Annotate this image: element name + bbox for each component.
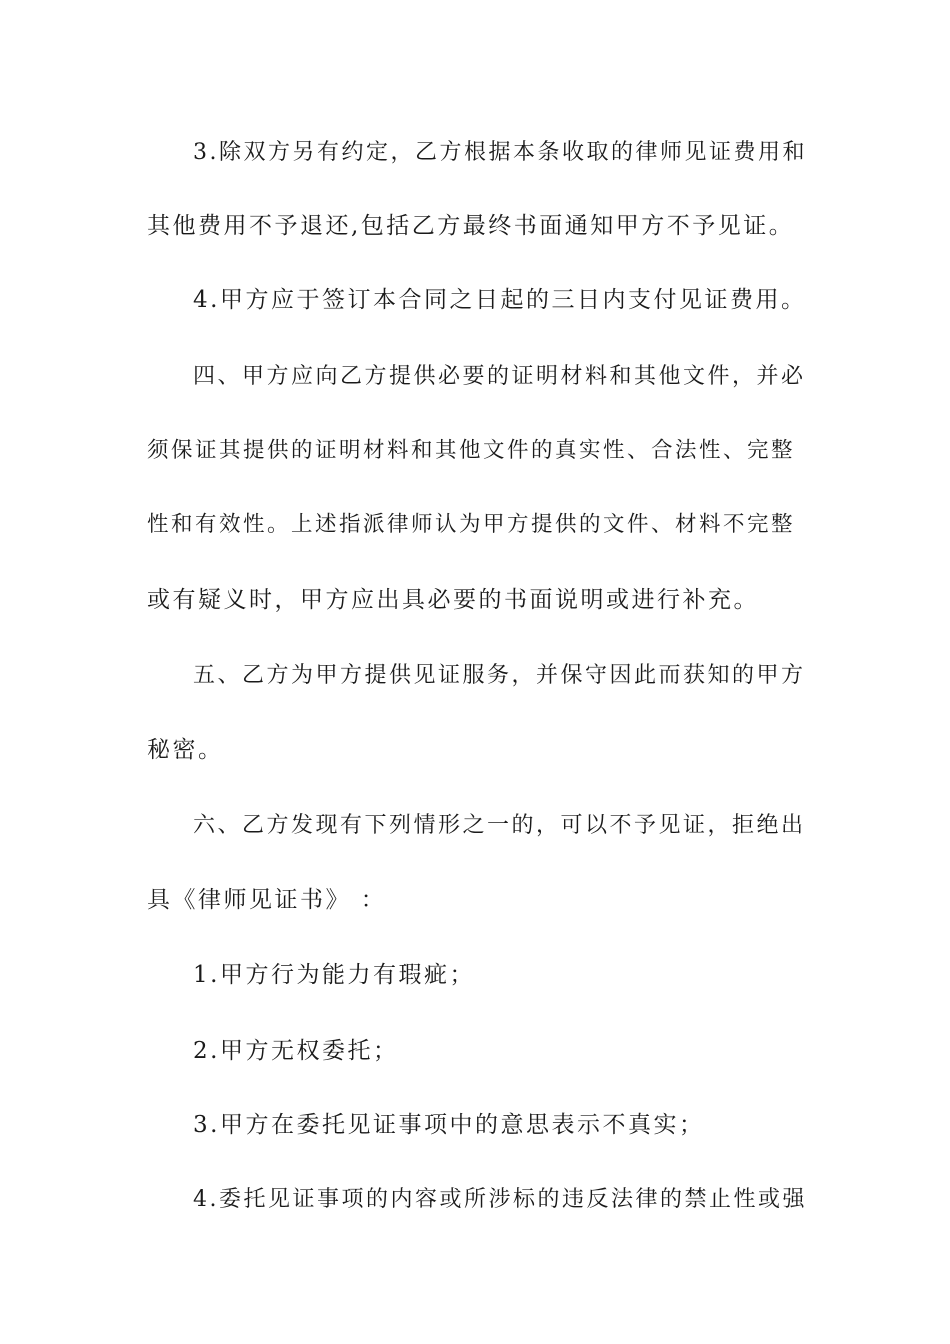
paragraph-line: 3.除双方另有约定，乙方根据本条收取的律师见证费用和 — [193, 140, 807, 165]
paragraph-line: 秘密。 — [147, 737, 224, 763]
paragraph-line: 六、乙方发现有下列情形之一的，可以不予见证，拒绝出 — [193, 813, 806, 838]
paragraph-line: 4.甲方应于签订本合同之日起的三日内支付见证费用。 — [193, 287, 807, 313]
list-item: 4.委托见证事项的内容或所涉标的违反法律的禁止性或强 — [193, 1187, 807, 1212]
list-item: 1.甲方行为能力有瑕疵； — [193, 962, 475, 988]
paragraph-line: 四、甲方应向乙方提供必要的证明材料和其他文件，并必 — [193, 364, 806, 389]
paragraph-line: 性和有效性。上述指派律师认为甲方提供的文件、材料不完整 — [147, 512, 796, 537]
paragraph-line: 其他费用不予退还,包括乙方最终书面通知甲方不予见证。 — [147, 213, 795, 239]
paragraph-line: 须保证其提供的证明材料和其他文件的真实性、合法性、完整 — [147, 438, 796, 463]
list-item: 3.甲方在委托见证事项中的意思表示不真实； — [193, 1112, 705, 1138]
paragraph-line: 五、乙方为甲方提供见证服务，并保守因此而获知的甲方 — [193, 663, 806, 688]
list-item: 2.甲方无权委托； — [193, 1038, 399, 1064]
paragraph-line: 或有疑义时，甲方应出具必要的书面说明或进行补充。 — [147, 587, 759, 613]
paragraph-line: 具《律师见证书》 ： — [147, 887, 387, 913]
